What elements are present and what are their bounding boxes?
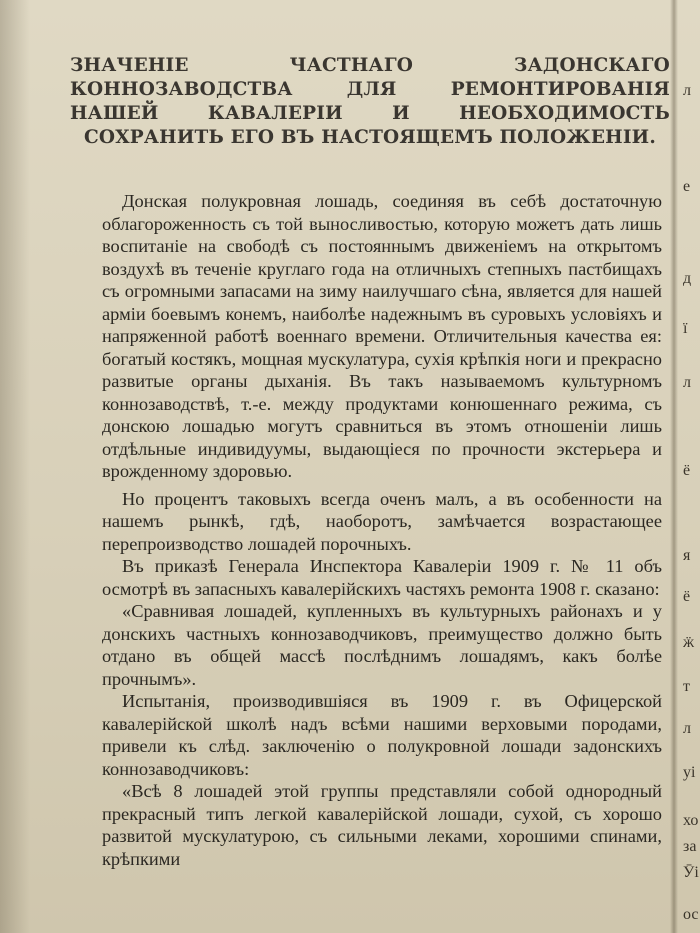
margin-fragment: за <box>683 838 697 855</box>
paragraph-1: Донская полукровная лошадь, соединяя въ себѣ достаточную облагороженность съ той выносливостью, которую можетъ дать лишь воспитаніе на свободѣ съ постояннымъ движеніемъ на открытомъ воздухѣ въ теченіе круглаго года на отличныхъ степныхъ пастбищахъ съ огромными запасами на зиму наилучшаго сѣна, является для нашей арміи боевымъ конемъ, наиболѣе надежнымъ въ суровыхъ условіяхъ и напряженной работѣ военнаго времени. Отличительныя качества ея: богатый костякъ, мощная мускулатура, сухія крѣпкія ноги и прекрасно развитые органы дыханія. Въ такъ называемомъ культурномъ коннозаводствѣ, т.-е. между продуктами конюшеннаго режима, съ донскою лошадью могутъ сравниться въ этомъ отношеніи лишь отдѣльные индивидуумы, выдающіеся по прочности экстерьера и врожденному здоровью. <box>102 191 662 481</box>
margin-fragment: ё <box>683 462 691 479</box>
paragraph-2: Но процентъ таковыхъ всегда оченъ малъ, а въ особенности на нашемъ рынкѣ, гдѣ, наоборотъ, замѣчается возрастающее перепроизводство лошадей порочныхъ. <box>102 488 662 554</box>
margin-fragment: л <box>683 374 691 391</box>
quote-1: «Сравнивая лошадей, купленныхъ въ культурныхъ районахъ и у донскихъ частныхъ коннозаводчиковъ, преимущество должно быть отдано въ общей массѣ послѣднимъ лошадямъ, какъ болѣе прочнымъ». <box>102 601 662 689</box>
margin-fragment: ї <box>683 320 688 337</box>
margin-fragment: уі <box>683 764 696 781</box>
article-body <box>102 190 662 870</box>
margin-fragment: хо <box>683 812 699 829</box>
adjacent-page-edge <box>683 0 700 933</box>
article-title: ЗНАЧЕНІЕ ЧАСТНАГО ЗАДОНСКАГО КОННОЗАВОДСТВА ДЛЯ РЕМОНТИРОВАНІЯ НАШЕЙ КАВАЛЕРІИ И НЕОБХОДИМОСТЬ СОХРАНИТЬ ЕГО ВЪ НАСТОЯЩЕМЪ ПОЛОЖЕНІИ. <box>70 55 670 148</box>
margin-fragment: ос <box>683 906 699 923</box>
margin-fragment: т <box>683 678 690 695</box>
margin-fragment: л <box>683 720 691 737</box>
margin-fragment: ӝ <box>683 634 695 651</box>
margin-fragment: е <box>683 178 691 195</box>
margin-fragment: л <box>683 82 691 99</box>
margin-fragment: я <box>683 547 691 564</box>
margin-fragment: д <box>683 270 692 287</box>
margin-fragment: Ӯі <box>683 864 699 881</box>
quote-2: «Всѣ 8 лошадей этой группы представляли собой однородный прекрасный типъ легкой кавалерійской лошади, сухой, съ хорошо развитой мускулатурою, съ сильными леками, хорошими спинами, крѣпкими <box>102 781 662 869</box>
margin-fragment: ё <box>683 588 691 605</box>
paragraph-3: Въ приказѣ Генерала Инспектора Кавалеріи 1909 г. № 11 объ осмотрѣ въ запасныхъ кавалерійскихъ частяхъ ремонта 1908 г. сказано: <box>102 556 662 599</box>
paragraph-4: Испытанія, производившіяся въ 1909 г. въ Офицерской кавалерійской школѣ надъ всѣми нашими верховыми породами, привели къ слѣд. заключенію о полукровной лошади задонскихъ коннозаводчиковъ: <box>102 691 662 779</box>
